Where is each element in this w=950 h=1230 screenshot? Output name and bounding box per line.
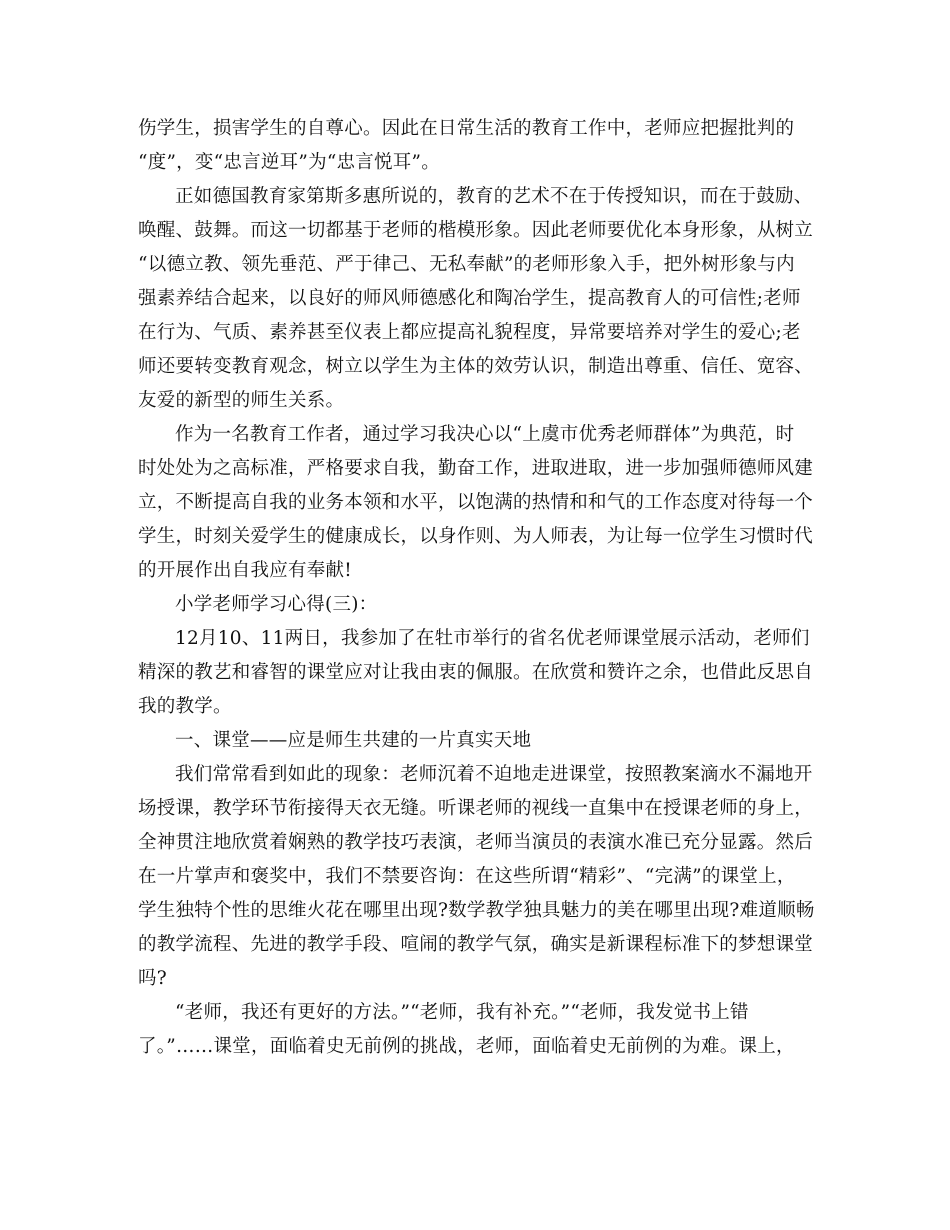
text-line: 我的教学。 <box>138 696 232 717</box>
text-line: 立，不断提高自我的业务本领和水平，以饱满的热情和和气的工作态度对待每一个 <box>138 492 814 513</box>
text-line: 师还要转变教育观念，树立以学生为主体的效劳认识，制造出尊重、信任、宽容、 <box>138 356 814 377</box>
text-line: 唤醒、鼓舞。而这一切都基于老师的楷模形象。因此老师要优化本身形象，从树立 <box>138 220 814 241</box>
subsection-heading: 一、课堂——应是师生共建的一片真实天地 <box>175 730 532 751</box>
section-heading: 小学老师学习心得(三)： <box>175 594 378 615</box>
text-line: 了。”……课堂，面临着史无前例的挑战，老师，面临着史无前例的为难。课上， <box>138 1036 795 1057</box>
text-line: 友爱的新型的师生关系。 <box>138 390 345 411</box>
text-line: 强素养结合起来，以良好的师风师德感化和陶冶学生，提高教育人的可信性;老师 <box>138 288 801 309</box>
text-line: 时处处为之高标准，严格要求自我，勤奋工作，进取进取，进一步加强师德师风建 <box>138 458 814 479</box>
text-line: 在一片掌声和褒奖中，我们不禁要咨询：在这些所谓“精彩”、“完满”的课堂上， <box>138 866 796 887</box>
text-line: 全神贯注地欣赏着娴熟的教学技巧表演，老师当演员的表演水准已充分显露。然后 <box>138 832 814 853</box>
text-line: “以德立教、领先垂范、严于律己、无私奉献”的老师形象入手，把外树形象与内 <box>138 254 795 275</box>
paragraph-first-line: 作为一名教育工作者，通过学习我决心以“上虞市优秀老师群体”为典范，时 <box>175 424 795 445</box>
document-body <box>138 112 818 1064</box>
paragraph-first-line: 正如德国教育家第斯多惠所说的，教育的艺术不在于传授知识，而在于鼓励、 <box>175 186 813 207</box>
paragraph-first-line: “老师，我还有更好的方法。”“老师，我有补充。”“老师，我发觉书上错 <box>175 1002 749 1023</box>
text-line: 精深的教艺和睿智的课堂应对让我由衷的佩服。在欣赏和赞许之余，也借此反思自 <box>138 662 814 683</box>
text-line: 学生独特个性的思维火花在哪里出现?数学教学独具魅力的美在哪里出现?难道顺畅 <box>138 900 815 921</box>
text-line: 的开展作出自我应有奉献! <box>138 560 352 581</box>
text-line: 的教学流程、先进的教学手段、喧闹的教学气氛，确实是新课程标准下的梦想课堂 <box>138 934 814 955</box>
text-line: 吗? <box>138 968 167 989</box>
text-line: 学生，时刻关爱学生的健康成长，以身作则、为人师表，为让每一位学生习惯时代 <box>138 526 814 547</box>
text-line: 场授课，教学环节衔接得天衣无缝。听课老师的视线一直集中在授课老师的身上， <box>138 798 814 819</box>
paragraph-first-line: 我们常常看到如此的现象：老师沉着不迫地走进课堂，按照教案滴水不漏地开 <box>175 764 813 785</box>
text-line: 在行为、气质、素养甚至仪表上都应提高礼貌程度，异常要培养对学生的爱心;老 <box>138 322 801 343</box>
text-line: 伤学生，损害学生的自尊心。因此在日常生活的教育工作中，老师应把握批判的 <box>138 118 795 139</box>
text-line: “度”，变“忠言逆耳”为“忠言悦耳”。 <box>138 152 440 173</box>
paragraph-first-line: 12月10、11两日，我参加了在牡市举行的省名优老师课堂展示活动，老师们 <box>175 628 810 649</box>
